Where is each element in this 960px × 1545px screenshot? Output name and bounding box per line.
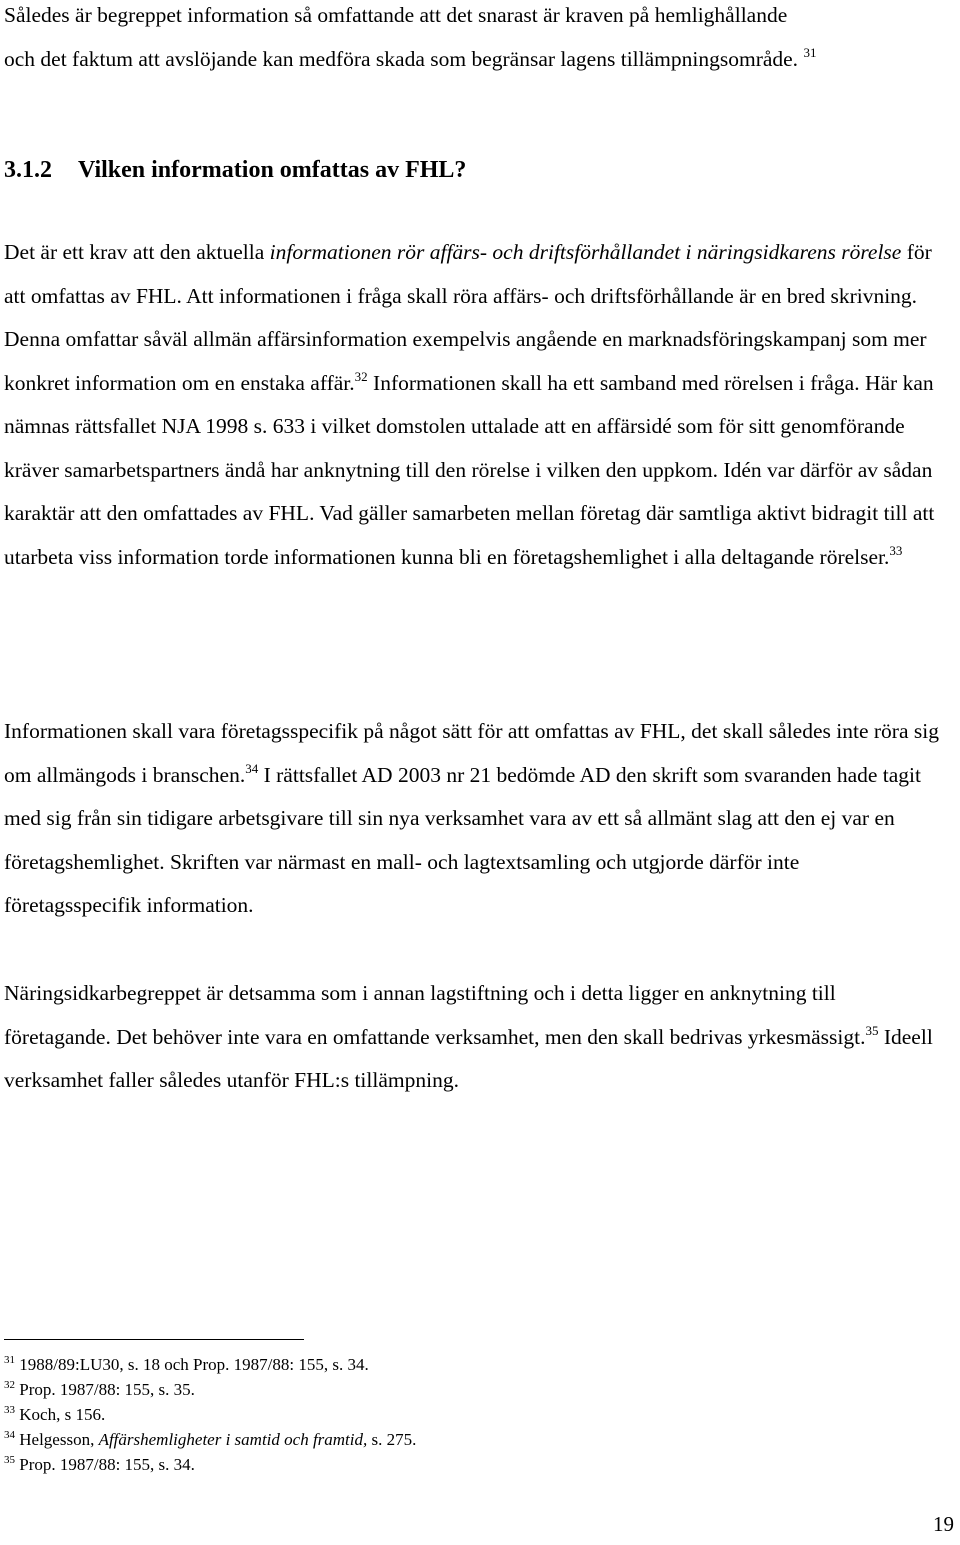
footnote-text: Helgesson,	[19, 1430, 99, 1449]
footnote-32	[4, 1377, 416, 1402]
paragraph-2-text-a: Informationen skall vara företagsspecifik på något sätt för att omfattas av FHL, det skall således inte röra sig om allmängods i branschen.	[4, 719, 939, 787]
paragraph-2	[4, 710, 939, 928]
footnote-text-after: s. 275.	[367, 1430, 417, 1449]
section-number: 3.1.2	[4, 157, 52, 183]
paragraph-intro-line1: Således är begreppet information så omfattande att det snarast är kraven på hemlighållande	[4, 3, 788, 27]
paragraph-2-text-b: I rättsfallet AD 2003 nr 21 bedömde AD den skrift som svaranden hade tagit med sig från sin tidigare arbetsgivare till sin nya verksamhet vara av ett så allmänt slag att den ej var en företagshemlighet. Skriften var närmast en mall- och lagtextsamling och utgjorde därför inte företagsspecifik information.	[4, 762, 921, 917]
paragraph-1-text-b: för att omfattas av FHL. Att informationen i fråga skall röra affärs- och driftsförhållande är en bred skrivning. Denna omfattar såväl allmän affärsinformation exempelvis angående en marknadsföringskampanj som mer konkret information om en enstaka affär.	[4, 240, 932, 395]
footnote-number: 32	[4, 1379, 15, 1391]
paragraph-3-text-b: Ideell verksamhet faller således utanför FHL:s tillämpning.	[4, 1024, 933, 1092]
footnote-ref-35[interactable]: 35	[865, 1022, 879, 1038]
footnote-31	[4, 1352, 416, 1377]
footnote-number: 34	[4, 1429, 15, 1441]
footnote-number: 33	[4, 1404, 15, 1416]
footnote-ref-31[interactable]: 31	[803, 44, 817, 60]
footnote-ref-33[interactable]: 33	[889, 542, 903, 558]
section-title: Vilken information omfattas av FHL?	[78, 157, 467, 183]
footnote-italic-title: Affärshemligheter i samtid och framtid,	[98, 1430, 368, 1449]
footnote-number: 31	[4, 1354, 15, 1366]
footnote-separator	[4, 1339, 304, 1340]
paragraph-1-text-c: Informationen skall ha ett samband med rörelsen i fråga. Här kan nämnas rättsfallet NJA 1998 s. 633 i vilket domstolen uttalade att en affärsidé som för sitt genomförande kräver samarbetspartners ändå har anknytning till den rörelse i vilken den uppkom. Idén var därför av sådan karaktär att den omfattades av FHL. Vad gäller samarbeten mellan företag där samtliga aktivt bidragit till att utarbeta viss information torde informationen kunna bli en företagshemlighet i alla deltagande rörelser.	[4, 370, 935, 569]
footnote-33	[4, 1402, 416, 1427]
footnotes	[4, 1352, 416, 1477]
footnote-text: Prop. 1987/88: 155, s. 34.	[19, 1455, 195, 1474]
footnote-ref-34[interactable]: 34	[245, 760, 259, 776]
paragraph-3	[4, 972, 939, 1103]
footnote-number: 35	[4, 1454, 15, 1466]
paragraph-intro	[4, 0, 939, 81]
footnote-ref-32[interactable]: 32	[354, 368, 368, 384]
footnote-text: Prop. 1987/88: 155, s. 35.	[19, 1380, 195, 1399]
paragraph-1-italic: informationen rör affärs- och driftsförhållandet i näringsidkarens rörelse	[269, 240, 902, 264]
footnote-text: Koch, s 156.	[19, 1405, 106, 1424]
footnote-text: 1988/89:LU30, s. 18 och Prop. 1987/88: 155, s. 34.	[19, 1355, 369, 1374]
footnote-35	[4, 1452, 416, 1477]
section-heading	[4, 150, 466, 190]
paragraph-intro-line2: och det faktum att avslöjande kan medföra skada som begränsar lagens tillämpningsområde.	[4, 46, 799, 71]
footnote-34	[4, 1427, 416, 1452]
paragraph-3-text-a: Näringsidkarbegreppet är detsamma som i annan lagstiftning och i detta ligger en anknytning till företagande. Det behöver inte vara en omfattande verksamhet, men den skall bedrivas yrkesmässigt.	[4, 981, 866, 1049]
page-number: 19	[933, 1512, 954, 1536]
paragraph-1	[4, 231, 939, 579]
paragraph-1-text-a: Det är ett krav att den aktuella	[4, 240, 270, 264]
